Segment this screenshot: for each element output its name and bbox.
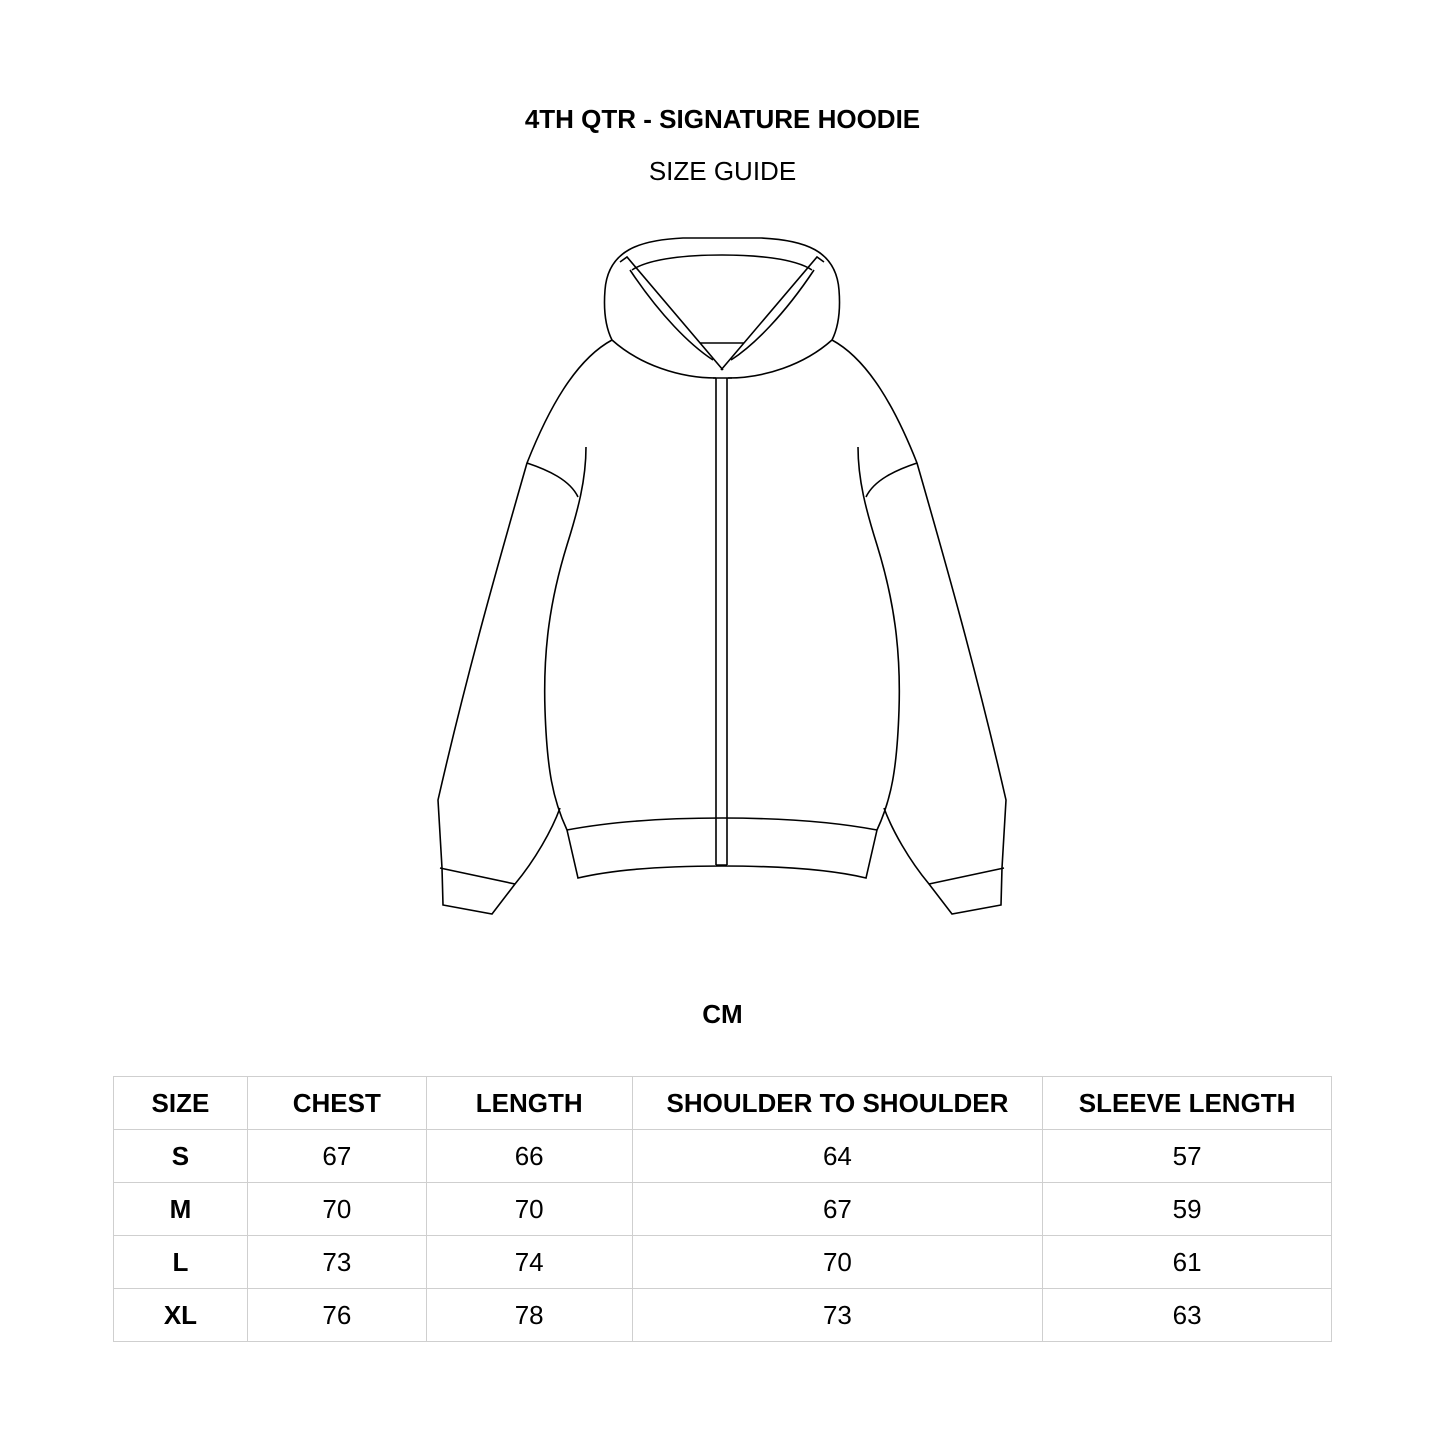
column-header-sleeve: SLEEVE LENGTH	[1043, 1077, 1332, 1130]
length-cell: 78	[426, 1289, 632, 1342]
length-cell: 66	[426, 1130, 632, 1183]
length-cell: 74	[426, 1236, 632, 1289]
chest-cell: 67	[247, 1130, 426, 1183]
column-header-shoulder: SHOULDER TO SHOULDER	[632, 1077, 1043, 1130]
size-cell: L	[114, 1236, 248, 1289]
table-row	[114, 1130, 1332, 1183]
size-cell: M	[114, 1183, 248, 1236]
column-header-chest: CHEST	[247, 1077, 426, 1130]
chest-cell: 76	[247, 1289, 426, 1342]
unit-label: CM	[702, 999, 743, 1029]
size-guide-subtitle: SIZE GUIDE	[648, 156, 797, 186]
table-header-row	[114, 1077, 1332, 1130]
size-table	[113, 1076, 1332, 1342]
sleeve-cell: 59	[1043, 1183, 1332, 1236]
size-cell: S	[114, 1130, 248, 1183]
chest-cell: 73	[247, 1236, 426, 1289]
column-header-length: LENGTH	[426, 1077, 632, 1130]
size-cell: XL	[114, 1289, 248, 1342]
shoulder-cell: 73	[632, 1289, 1043, 1342]
shoulder-cell: 67	[632, 1183, 1043, 1236]
shoulder-cell: 70	[632, 1236, 1043, 1289]
sleeve-cell: 63	[1043, 1289, 1332, 1342]
table-row	[114, 1236, 1332, 1289]
table-row	[114, 1183, 1332, 1236]
table-row	[114, 1289, 1332, 1342]
column-header-size: SIZE	[114, 1077, 248, 1130]
sleeve-cell: 57	[1043, 1130, 1332, 1183]
chest-cell: 70	[247, 1183, 426, 1236]
shoulder-cell: 64	[632, 1130, 1043, 1183]
product-title: 4TH QTR - SIGNATURE HOODIE	[524, 104, 921, 134]
length-cell: 70	[426, 1183, 632, 1236]
sleeve-cell: 61	[1043, 1236, 1332, 1289]
